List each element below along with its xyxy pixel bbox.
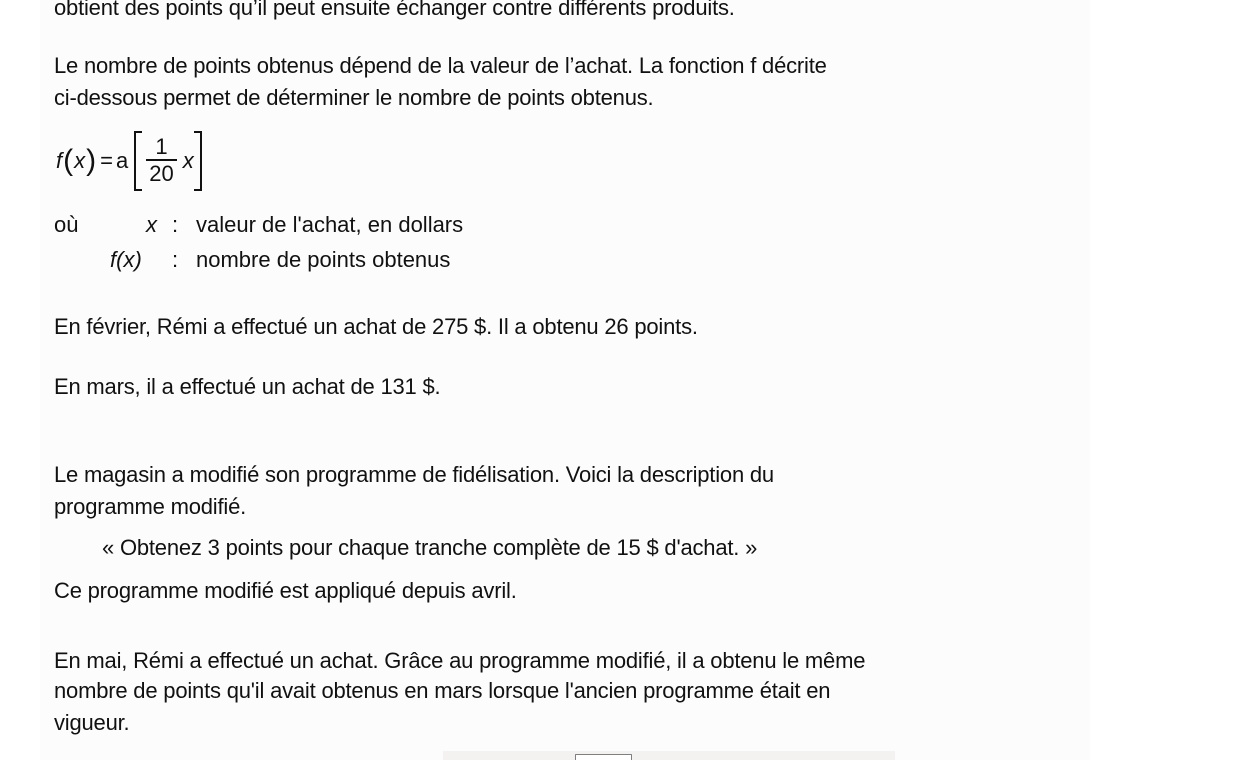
paragraph-may-line-1: En mai, Rémi a effectué un achat. Grâce au programme modifié, il a obtenu le même [54, 648, 866, 673]
paragraph-march: En mars, il a effectué un achat de 131 $. [54, 374, 441, 399]
formula-variable: x [74, 148, 86, 173]
paragraph-may-line-3: vigueur. [54, 710, 130, 735]
paragraph-may-line-2: nombre de points qu'il avait obtenus en mars lorsque l'ancien programme était en [54, 678, 831, 703]
function-formula [56, 130, 202, 192]
definition-separator-fx: : [172, 247, 179, 272]
program-quote: « Obtenez 3 points pour chaque tranche complète de 15 $ d'achat. » [102, 535, 758, 560]
formula-function-name: f [56, 148, 63, 173]
answer-bar [443, 751, 895, 760]
paragraph-intro-end: obtient des points qu’il peut ensuite échanger contre différents produits. [54, 0, 735, 20]
formula-coefficient: a [115, 148, 129, 173]
formula-bracket-variable: x [182, 148, 194, 173]
paragraph-function-line-1: Le nombre de points obtenus dépend de la valeur de l’achat. La fonction f décrite [54, 53, 827, 78]
definition-separator-x: : [172, 212, 179, 237]
paragraph-february: En février, Rémi a effectué un achat de 275 $. Il a obtenu 26 points. [54, 314, 698, 339]
paragraph-function-line-2: ci-dessous permet de déterminer le nombre de points obtenus. [54, 85, 654, 110]
formula-open-paren: ( [63, 144, 74, 177]
definition-symbol-x: x [146, 212, 157, 237]
answer-input[interactable] [575, 754, 632, 760]
formula-denominator: 20 [146, 159, 176, 187]
definition-description-x: valeur de l'achat, en dollars [196, 212, 464, 237]
formula-close-paren: ) [86, 144, 97, 177]
definition-description-fx: nombre de points obtenus [196, 247, 451, 272]
definitions-where-label: où [54, 212, 79, 237]
formula-numerator: 1 [155, 134, 168, 159]
paragraph-modified-line-2: programme modifié. [54, 494, 247, 519]
definition-symbol-fx: f(x) [110, 247, 142, 272]
paragraph-modified-line-1: Le magasin a modifié son programme de fidélisation. Voici la description du [54, 462, 774, 487]
formula-equals: = [100, 148, 113, 173]
formula-fraction [146, 135, 176, 187]
paragraph-applied-since: Ce programme modifié est appliqué depuis avril. [54, 578, 517, 603]
formula-floor-bracket [134, 131, 201, 191]
